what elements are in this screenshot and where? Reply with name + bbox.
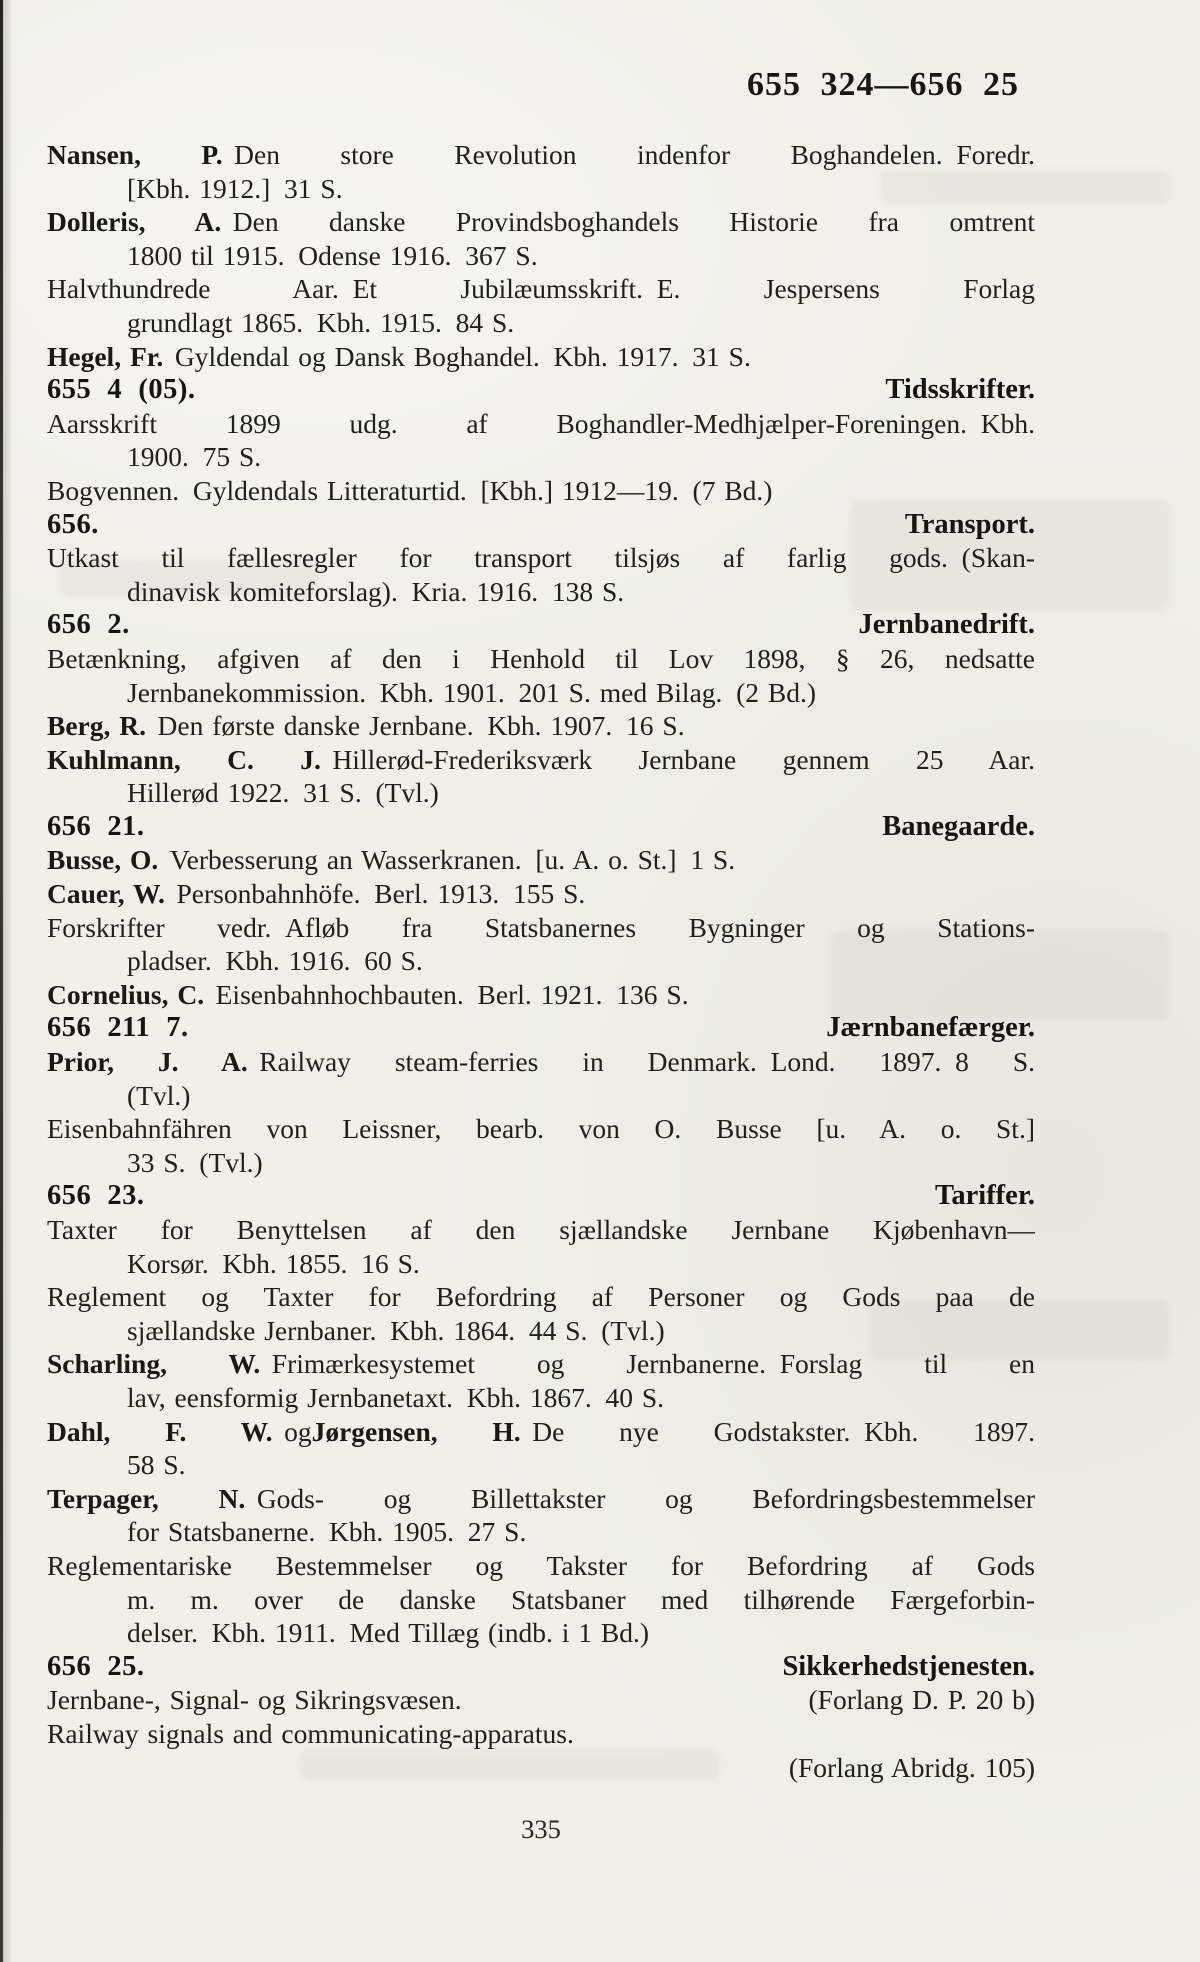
section-title: Banegaarde. xyxy=(882,810,1035,842)
entry-text: (Tvl.) xyxy=(127,1079,191,1111)
entry-text: De nye Godstakster. Kbh. 1897. xyxy=(532,1415,1035,1447)
entry-text: Forskrifter vedr. Afløb fra Statsbanernes Bygninger og Stations- xyxy=(47,911,1035,943)
section-number: 656. xyxy=(47,508,99,540)
entry-text: Hillerød 1922. 31 S. (Tvl.) xyxy=(127,777,439,809)
entry-line xyxy=(47,743,1035,777)
section-number: 656 23. xyxy=(47,1180,145,1212)
section-heading xyxy=(47,1011,1035,1045)
page-number: 335 xyxy=(521,1814,561,1845)
section-heading xyxy=(47,608,1035,642)
author-name: Jørgensen, H. xyxy=(311,1415,521,1447)
entry-text: Reglement og Taxter for Befordring af Personer og Gods paa de xyxy=(47,1281,1035,1313)
entry-line xyxy=(47,474,1035,508)
entry-line xyxy=(47,239,1035,273)
entry-line xyxy=(47,877,1035,911)
entry-text: Den første danske Jernbane. Kbh. 1907. 16 S. xyxy=(157,710,685,742)
catalog-page xyxy=(47,0,1035,1845)
entry-line xyxy=(47,205,1035,239)
section-number: 656 25. xyxy=(47,1650,145,1682)
author-name: Dolleris, A. xyxy=(47,206,222,238)
entry-line xyxy=(47,1515,1035,1549)
text-column xyxy=(47,138,1035,1784)
section-heading xyxy=(47,508,1035,542)
entry-text: m. m. over de danske Statsbaner med tilhørende Færgeforbin- xyxy=(127,1583,1035,1615)
entry-line xyxy=(47,1717,1035,1751)
section-heading xyxy=(47,1650,1035,1684)
reference-line: (Forlang Abridg. 105) xyxy=(788,1751,1035,1783)
section-heading xyxy=(47,373,1035,407)
entry-line xyxy=(47,1381,1035,1415)
author-name: Dahl, F. W. xyxy=(47,1415,273,1447)
section-number: 656 2. xyxy=(47,609,130,641)
entry-line xyxy=(47,642,1035,676)
author-name: Scharling, W. xyxy=(47,1348,261,1380)
entry-line xyxy=(47,1045,1035,1079)
entry-line xyxy=(47,1549,1035,1583)
reference-text: (Forlang D. P. 20 b) xyxy=(808,1684,1035,1716)
author-name: Berg, R. xyxy=(47,710,146,742)
entry-text: 1900. 75 S. xyxy=(127,441,262,473)
entry-line xyxy=(47,575,1035,609)
author-name: Prior, J. A. xyxy=(47,1046,248,1078)
entry-line xyxy=(47,1448,1035,1482)
entry-line xyxy=(47,676,1035,710)
section-title: Transport. xyxy=(904,508,1035,540)
entry-line xyxy=(47,843,1035,877)
section-title: Jernbanedrift. xyxy=(858,609,1035,641)
entry-text: for Statsbanerne. Kbh. 1905. 27 S. xyxy=(127,1516,527,1548)
entry-line xyxy=(47,1683,1035,1717)
entry-text: Taxter for Benyttelsen af den sjællandske Jernbane Kjøbenhavn— xyxy=(47,1214,1035,1245)
entry-text: 1800 til 1915. Odense 1916. 367 S. xyxy=(127,239,538,271)
entry-text: Jernbanekommission. Kbh. 1901. 201 S. med Bilag. (2 Bd.) xyxy=(127,676,817,708)
entry-line xyxy=(47,1112,1035,1146)
section-heading xyxy=(47,810,1035,844)
entry-line xyxy=(47,1415,1035,1449)
entry-line xyxy=(47,911,1035,945)
entry-text: lav, eensformig Jernbanetaxt. Kbh. 1867. 40 S. xyxy=(127,1381,665,1413)
author-name: Terpager, N. xyxy=(47,1482,246,1514)
entry-text: pladser. Kbh. 1916. 60 S. xyxy=(127,945,423,977)
entry-line xyxy=(47,1280,1035,1314)
author-name: Hegel, Fr. xyxy=(47,340,164,372)
section-title: Sikkerhedstjenesten. xyxy=(782,1650,1035,1682)
entry-text: Reglementariske Bestemmelser og Takster for Befordring af Gods xyxy=(47,1549,1035,1581)
page-header-classification-range: 655 324—656 25 xyxy=(747,66,1019,103)
entry-text: Den store Revolution indenfor Boghandelen. Foredr. xyxy=(234,139,1035,170)
entry-text: Betænkning, afgiven af den i Henhold til Lov 1898, § 26, nedsatte xyxy=(47,642,1035,674)
entry-line xyxy=(47,1213,1035,1247)
entry-line xyxy=(47,1347,1035,1381)
section-title: Jærnbanefærger. xyxy=(826,1012,1035,1044)
entry-line xyxy=(47,776,1035,810)
entry-text: Korsør. Kbh. 1855. 16 S. xyxy=(127,1247,420,1279)
section-title: Tidsskrifter. xyxy=(885,374,1035,406)
entry-line xyxy=(47,440,1035,474)
section-number: 656 21. xyxy=(47,810,145,842)
entry-text: Frimærkesystemet og Jernbanerne. Forslag til en xyxy=(271,1348,1035,1380)
entry-text: 58 S. xyxy=(127,1449,186,1481)
entry-text: og xyxy=(284,1415,312,1447)
section-number: 655 4 (05). xyxy=(47,374,196,406)
entry-text: Eisenbahnhochbauten. Berl. 1921. 136 S. xyxy=(215,978,689,1010)
section-title: Tariffer. xyxy=(934,1180,1035,1212)
entry-line xyxy=(47,1583,1035,1617)
entry-text: Den danske Provindsboghandels Historie fra omtrent xyxy=(232,206,1035,238)
scan-edge-fade xyxy=(3,0,13,1962)
entry-text: dinavisk komiteforslag). Kria. 1916. 138 S. xyxy=(127,575,625,607)
entry-text: Gyldendal og Dansk Boghandel. Kbh. 1917. 31 S. xyxy=(174,340,751,372)
entry-text: Utkast til fællesregler for transport tilsjøs af farlig gods. (Skan- xyxy=(47,542,1035,574)
entry-line xyxy=(47,272,1035,306)
entry-text: Jernbane-, Signal- og Sikringsvæsen. xyxy=(47,1684,462,1716)
entry-text: Personbahnhöfe. Berl. 1913. 155 S. xyxy=(176,878,586,910)
entry-line xyxy=(47,407,1035,441)
author-name: Kuhlmann, C. J. xyxy=(47,743,321,775)
entry-text: Bogvennen. Gyldendals Litteraturtid. [Kbh.] 1912—19. (7 Bd.) xyxy=(47,474,773,506)
entry-line xyxy=(47,138,1035,172)
entry-text: Eisenbahnfähren von Leissner, bearb. von O. Busse [u. A. o. St.] xyxy=(47,1113,1035,1145)
entry-line xyxy=(47,1079,1035,1113)
entry-text: Verbesserung an Wasserkranen. [u. A. o. St.] 1 S. xyxy=(169,844,736,876)
entry-text: Aarsskrift 1899 udg. af Boghandler-Medhjælper-Foreningen. Kbh. xyxy=(47,407,1035,439)
entry-line xyxy=(47,1314,1035,1348)
entry-line xyxy=(47,944,1035,978)
entry-line xyxy=(47,1146,1035,1180)
author-name: Busse, O. xyxy=(47,844,159,876)
entry-line xyxy=(47,1247,1035,1281)
author-name: Cauer, W. xyxy=(47,878,165,910)
entry-text: sjællandske Jernbaner. Kbh. 1864. 44 S. (Tvl.) xyxy=(127,1314,665,1346)
entry-text: 33 S. (Tvl.) xyxy=(127,1146,263,1178)
entry-line xyxy=(47,172,1035,206)
entry-line xyxy=(47,709,1035,743)
section-heading xyxy=(47,1179,1035,1213)
entry-line xyxy=(47,978,1035,1012)
entry-text: [Kbh. 1912.] 31 S. xyxy=(127,172,343,204)
entry-text: Railway signals and communicating-apparatus. xyxy=(47,1717,574,1749)
entry-text: Railway steam-ferries in Denmark. Lond. 1897. 8 S. xyxy=(259,1046,1035,1078)
entry-line xyxy=(47,1616,1035,1650)
entry-text: grundlagt 1865. Kbh. 1915. 84 S. xyxy=(127,306,515,338)
author-name: Nansen, P. xyxy=(47,139,223,170)
entry-text: Gods- og Billettakster og Befordringsbestemmelser xyxy=(256,1482,1035,1514)
author-name: Cornelius, C. xyxy=(47,978,205,1010)
entry-text: delser. Kbh. 1911. Med Tillæg (indb. i 1 Bd.) xyxy=(127,1617,650,1649)
entry-line xyxy=(47,1482,1035,1516)
entry-line xyxy=(47,541,1035,575)
entry-text: Halvthundrede Aar. Et Jubilæumsskrift. E. Jespersens Forlag xyxy=(47,273,1035,305)
entry-line xyxy=(47,306,1035,340)
entry-text: Hillerød-Frederiksværk Jernbane gennem 25 Aar. xyxy=(332,743,1035,775)
entry-line xyxy=(47,340,1035,374)
section-number: 656 211 7. xyxy=(47,1012,189,1044)
